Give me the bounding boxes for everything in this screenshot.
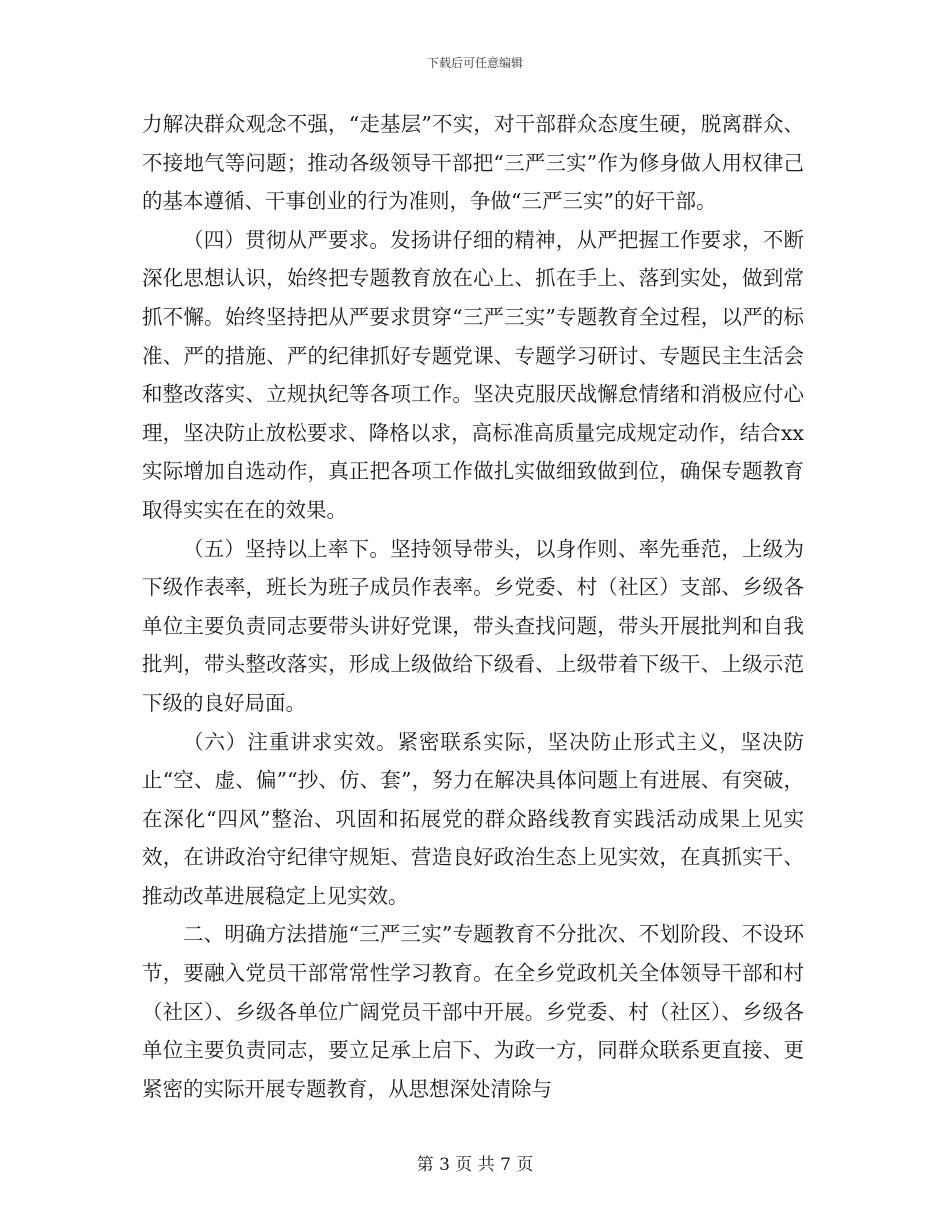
paragraph-section-5: （五）坚持以上率下。坚持领导带头，以身作则、率先垂范，上级为下级作表率，班长为班子成员作表率。乡党委、村（社区）支部、乡级各单位主要负责同志要带头讲好党课，带头查找问题，带头开展批判和自我批判，带头整改落实，形成上级做给下级看、上级带着下级干、上级示范下级的良好局面。: [142, 536, 804, 715]
paragraph-part-2: 二、明确方法措施“三严三实”专题教育不分批次、不划阶段、不设环节，要融入党员干部常常性学习教育。在全乡党政机关全体领导干部和村（社区）、乡级各单位广阔党员干部中开展。乡党委、村（社区）、乡级各单位主要负责同志，要立足承上启下、为政一方，同群众联系更直接、更紧密的实际开展专题教育，从思想深处清除与: [142, 922, 804, 1101]
page-header: 下载后可任意编辑: [426, 56, 523, 70]
paragraph-section-4: （四）贯彻从严要求。发扬讲仔细的精神，从严把握工作要求，不断深化思想认识，始终把专题教育放在心上、抓在手上、落到实处，做到常抓不懈。始终坚持把从严要求贯穿“三严三实”专题教育全过程，以严的标准、严的措施、严的纪律抓好专题党课、专题学习研讨、专题民主生活会和整改落实、立规执纪等各项工作。坚决克服厌战懈怠情绪和消极应付心理，坚决防止放松要求、降格以求，高标准高质量完成规定动作，结合xx实际增加自选动作，真正把各项工作做扎实做细致做到位，确保专题教育取得实实在在的效果。: [142, 227, 804, 522]
paragraph-continuation: 力解决群众观念不强，“走基层”不实，对干部群众态度生硬，脱离群众、不接地气等问题；推动各级领导干部把“三严三实”作为修身做人用权律己的基本遵循、干事创业的行为准则，争做“三严三实”的好干部。: [142, 112, 804, 214]
paragraph-section-6: （六）注重讲求实效。紧密联系实际，坚决防止形式主义，坚决防止“空、虚、偏”“抄、仿、套”，努力在解决具体问题上有进展、有突破，在深化“四风”整治、巩固和拓展党的群众路线教育实践活动成果上见实效，在讲政治守纪律守规矩、营造良好政治生态上见实效，在真抓实干、推动改革进展稳定上见实效。: [142, 729, 804, 908]
document-body: [142, 105, 804, 1108]
page-number: 第 3 页 共 7 页: [416, 1155, 534, 1175]
